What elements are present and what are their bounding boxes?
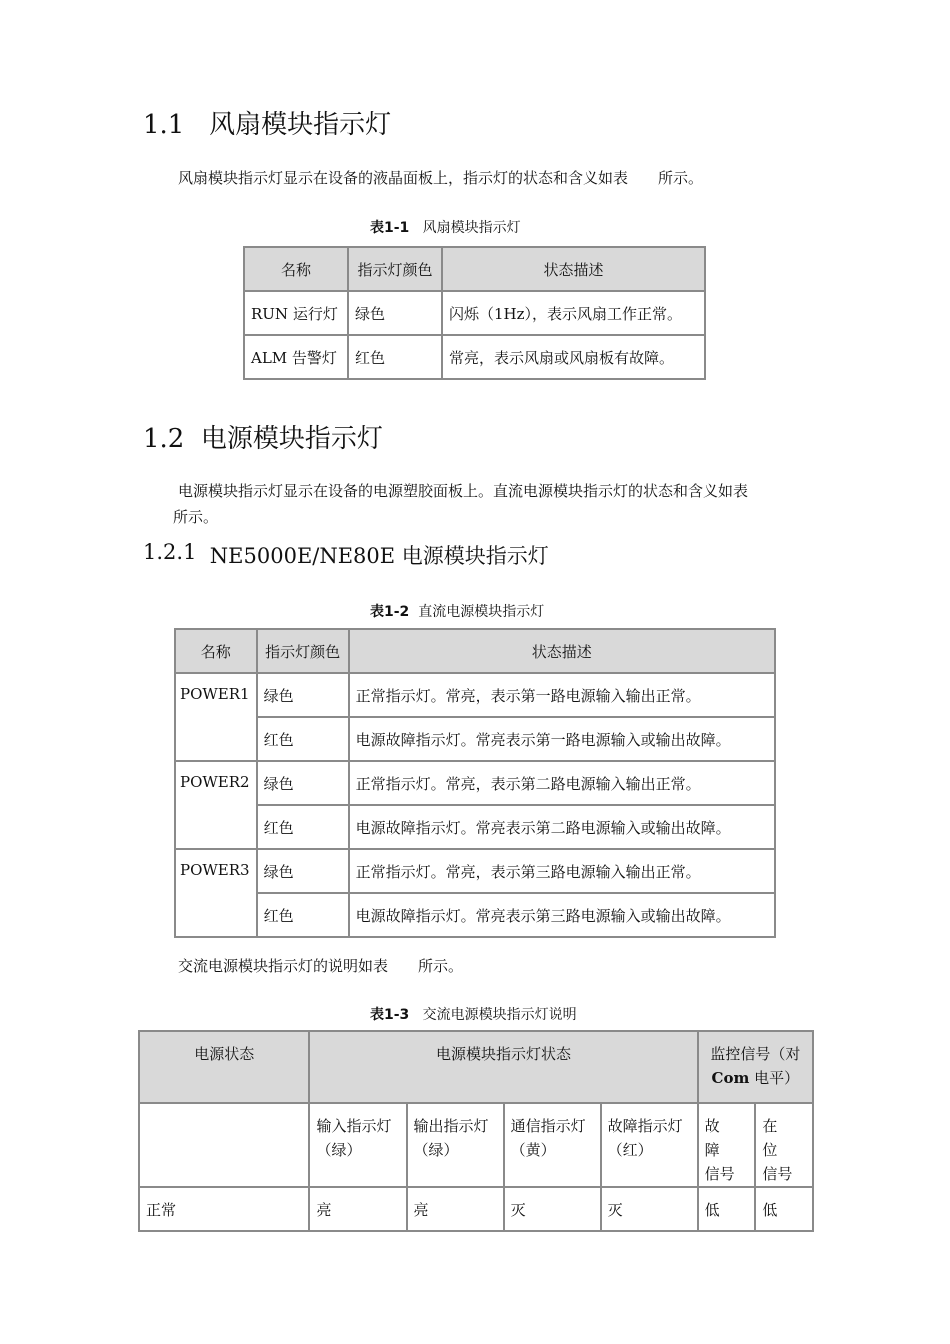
caption-label: 表1-1 — [370, 220, 410, 236]
cell-color: 绿色 — [348, 291, 442, 335]
table-caption-1-1 — [370, 217, 521, 237]
cell-fault-signal: 低 — [698, 1187, 756, 1231]
cell-name: POWER3 — [175, 849, 257, 937]
header-led-state: 电源模块指示灯状态 — [309, 1031, 697, 1103]
section-title: 电源模块指示灯 — [401, 544, 549, 568]
cell-desc: 常亮，表示风扇或风扇板有故障。 — [442, 335, 705, 379]
fan-led-table — [243, 246, 706, 380]
sub-header-output: 输出指示灯 （绿） — [407, 1103, 504, 1187]
cell-output: 亮 — [407, 1187, 504, 1231]
paragraph-power-line2: 所示。 — [173, 508, 219, 526]
paragraph-fan: 风扇模块指示灯显示在设备的液晶面板上，指示灯的状态和含义如表 所示。 — [178, 169, 704, 187]
paragraph-ac: 交流电源模块指示灯的说明如表 所示。 — [178, 957, 464, 975]
cell-name: ALM 告警灯 — [244, 335, 348, 379]
section-title: 电源模块指示灯 — [200, 424, 383, 454]
section-number: 1.2 — [143, 424, 185, 454]
cell-desc: 闪烁（1Hz），表示风扇工作正常。 — [442, 291, 705, 335]
cell-color: 红色 — [348, 335, 442, 379]
caption-label: 表1-3 — [370, 1007, 410, 1023]
cell-desc: 正常指示灯。常亮，表示第二路电源输入输出正常。 — [349, 761, 775, 805]
header-name: 名称 — [244, 247, 348, 291]
table-row — [139, 1187, 813, 1231]
cell-color: 红色 — [257, 805, 349, 849]
table-row — [175, 805, 775, 849]
cell-fault: 灭 — [601, 1187, 698, 1231]
cell-state: 正常 — [139, 1187, 309, 1231]
caption-text: 直流电源模块指示灯 — [418, 604, 545, 620]
header-desc: 状态描述 — [442, 247, 705, 291]
table-row — [175, 849, 775, 893]
caption-label: 表1-2 — [370, 604, 410, 620]
cell-desc: 正常指示灯。常亮，表示第一路电源输入输出正常。 — [349, 673, 775, 717]
cell-name: POWER1 — [175, 673, 257, 761]
cell-color: 绿色 — [257, 673, 349, 717]
header-color: 指示灯颜色 — [348, 247, 442, 291]
section-number: 1.1 — [143, 110, 185, 140]
table-row — [244, 335, 705, 379]
dc-power-led-table — [174, 628, 776, 938]
header-monitor-com: Com — [711, 1069, 750, 1087]
cell-present-signal: 低 — [755, 1187, 813, 1231]
header-monitor-line1: 监控信号（对 — [710, 1045, 801, 1063]
table-row — [175, 673, 775, 717]
cell-desc: 正常指示灯。常亮，表示第三路电源输入输出正常。 — [349, 849, 775, 893]
cell-color: 红色 — [257, 893, 349, 937]
ac-power-led-table — [138, 1030, 814, 1232]
header-color: 指示灯颜色 — [257, 629, 349, 673]
section-heading-1-1 — [143, 104, 391, 141]
caption-text: 风扇模块指示灯 — [422, 220, 521, 236]
header-name: 名称 — [175, 629, 257, 673]
cell-color: 绿色 — [257, 849, 349, 893]
table-row — [175, 893, 775, 937]
section-title-model: NE5000E/NE80E — [209, 544, 396, 568]
section-heading-1-2-1 — [143, 540, 549, 570]
section-heading-1-2 — [143, 418, 383, 455]
section-number: 1.2.1 — [143, 540, 197, 564]
header-monitor-signal — [698, 1031, 813, 1103]
cell-name: RUN 运行灯 — [244, 291, 348, 335]
table-row — [175, 717, 775, 761]
cell-name: POWER2 — [175, 761, 257, 849]
table-row — [175, 761, 775, 805]
sub-header-input: 输入指示灯 （绿） — [309, 1103, 406, 1187]
cell-empty — [139, 1103, 309, 1187]
header-desc: 状态描述 — [349, 629, 775, 673]
table-caption-1-2 — [370, 601, 544, 621]
section-title: 风扇模块指示灯 — [209, 110, 392, 140]
table-row — [244, 291, 705, 335]
sub-header-fault-signal: 故 障 信号 — [698, 1103, 756, 1187]
cell-desc: 电源故障指示灯。常亮表示第一路电源输入或输出故障。 — [349, 717, 775, 761]
cell-comm: 灭 — [504, 1187, 601, 1231]
header-monitor-line2: 电平） — [754, 1069, 800, 1087]
cell-desc: 电源故障指示灯。常亮表示第二路电源输入或输出故障。 — [349, 805, 775, 849]
sub-header-row — [139, 1103, 813, 1187]
sub-header-fault: 故障指示灯 （红） — [601, 1103, 698, 1187]
sub-header-comm: 通信指示灯 （黄） — [504, 1103, 601, 1187]
header-power-state: 电源状态 — [139, 1031, 309, 1103]
cell-color: 绿色 — [257, 761, 349, 805]
caption-text: 交流电源模块指示灯说明 — [422, 1007, 577, 1023]
cell-input: 亮 — [309, 1187, 406, 1231]
table-caption-1-3 — [370, 1004, 577, 1024]
paragraph-power-line1: 电源模块指示灯显示在设备的电源塑胶面板上。直流电源模块指示灯的状态和含义如表 — [178, 482, 749, 500]
cell-desc: 电源故障指示灯。常亮表示第三路电源输入或输出故障。 — [349, 893, 775, 937]
sub-header-present-signal: 在 位 信号 — [755, 1103, 813, 1187]
cell-color: 红色 — [257, 717, 349, 761]
